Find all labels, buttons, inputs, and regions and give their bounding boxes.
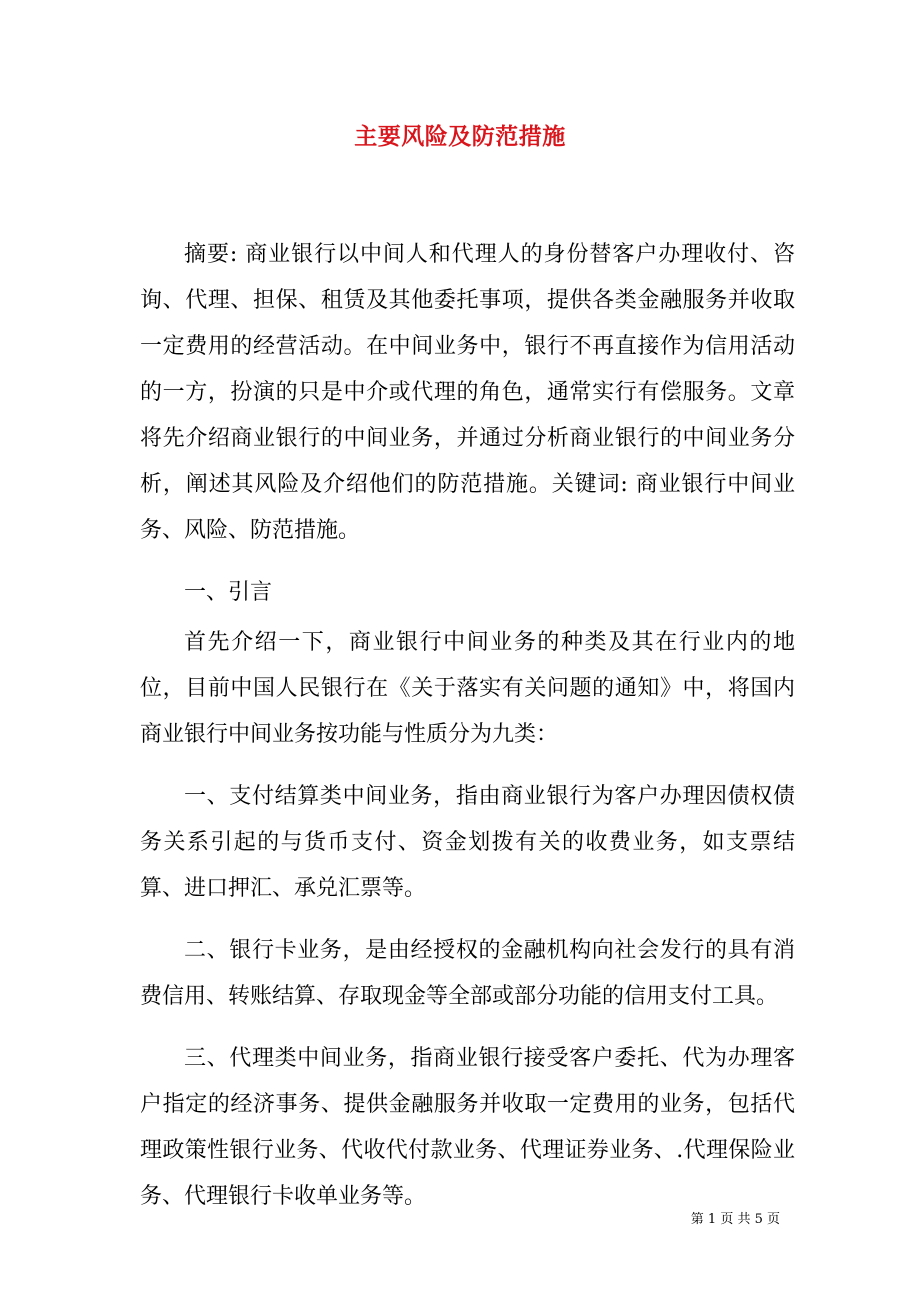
- document-title: 主要风险及防范措施: [354, 123, 566, 150]
- page-number-footer: 第 1 页 共 5 页: [690, 1212, 780, 1227]
- category-1-paragraph: 一、支付结算类中间业务，指由商业银行为客户办理因债权债务关系引起的与货币支付、资金划拨有关的收费业务，如支票结算、进口押汇、承兑汇票等。: [140, 784, 795, 901]
- document-body: [140, 232, 795, 1236]
- abstract-paragraph: 摘要: 商业银行以中间人和代理人的身份替客户办理收付、咨询、代理、担保、租赁及其他委托事项，提供各类金融服务并收取一定费用的经营活动。在中间业务中，银行不再直接作为信用活动的一方，扮演的只是中介或代理的角色，通常实行有偿服务。文章将先介绍商业银行的中间业务，并通过分析商业银行的中间业务分析，阐述其风险及介绍他们的防范措施。关键词: 商业银行中间业务、风险、防范措施。: [140, 242, 795, 543]
- category-2-paragraph: 二、银行卡业务，是由经授权的金融机构向社会发行的具有消费信用、转账结算、存取现金等全部或部分功能的信用支付工具。: [140, 938, 795, 1009]
- intro-paragraph: 首先介绍一下，商业银行中间业务的种类及其在行业内的地位，目前中国人民银行在《关于落实有关问题的通知》中，将国内商业银行中间业务按功能与性质分为九类：: [140, 630, 795, 747]
- section-heading-introduction: 一、引言: [184, 580, 273, 605]
- category-3-paragraph: 三、代理类中间业务，指商业银行接受客户委托、代为办理客户指定的经济事务、提供金融服务并收取一定费用的业务，包括代理政策性银行业务、代收代付款业务、代理证券业务、.代理保险业务、代理银行卡收单业务等。: [140, 1046, 795, 1209]
